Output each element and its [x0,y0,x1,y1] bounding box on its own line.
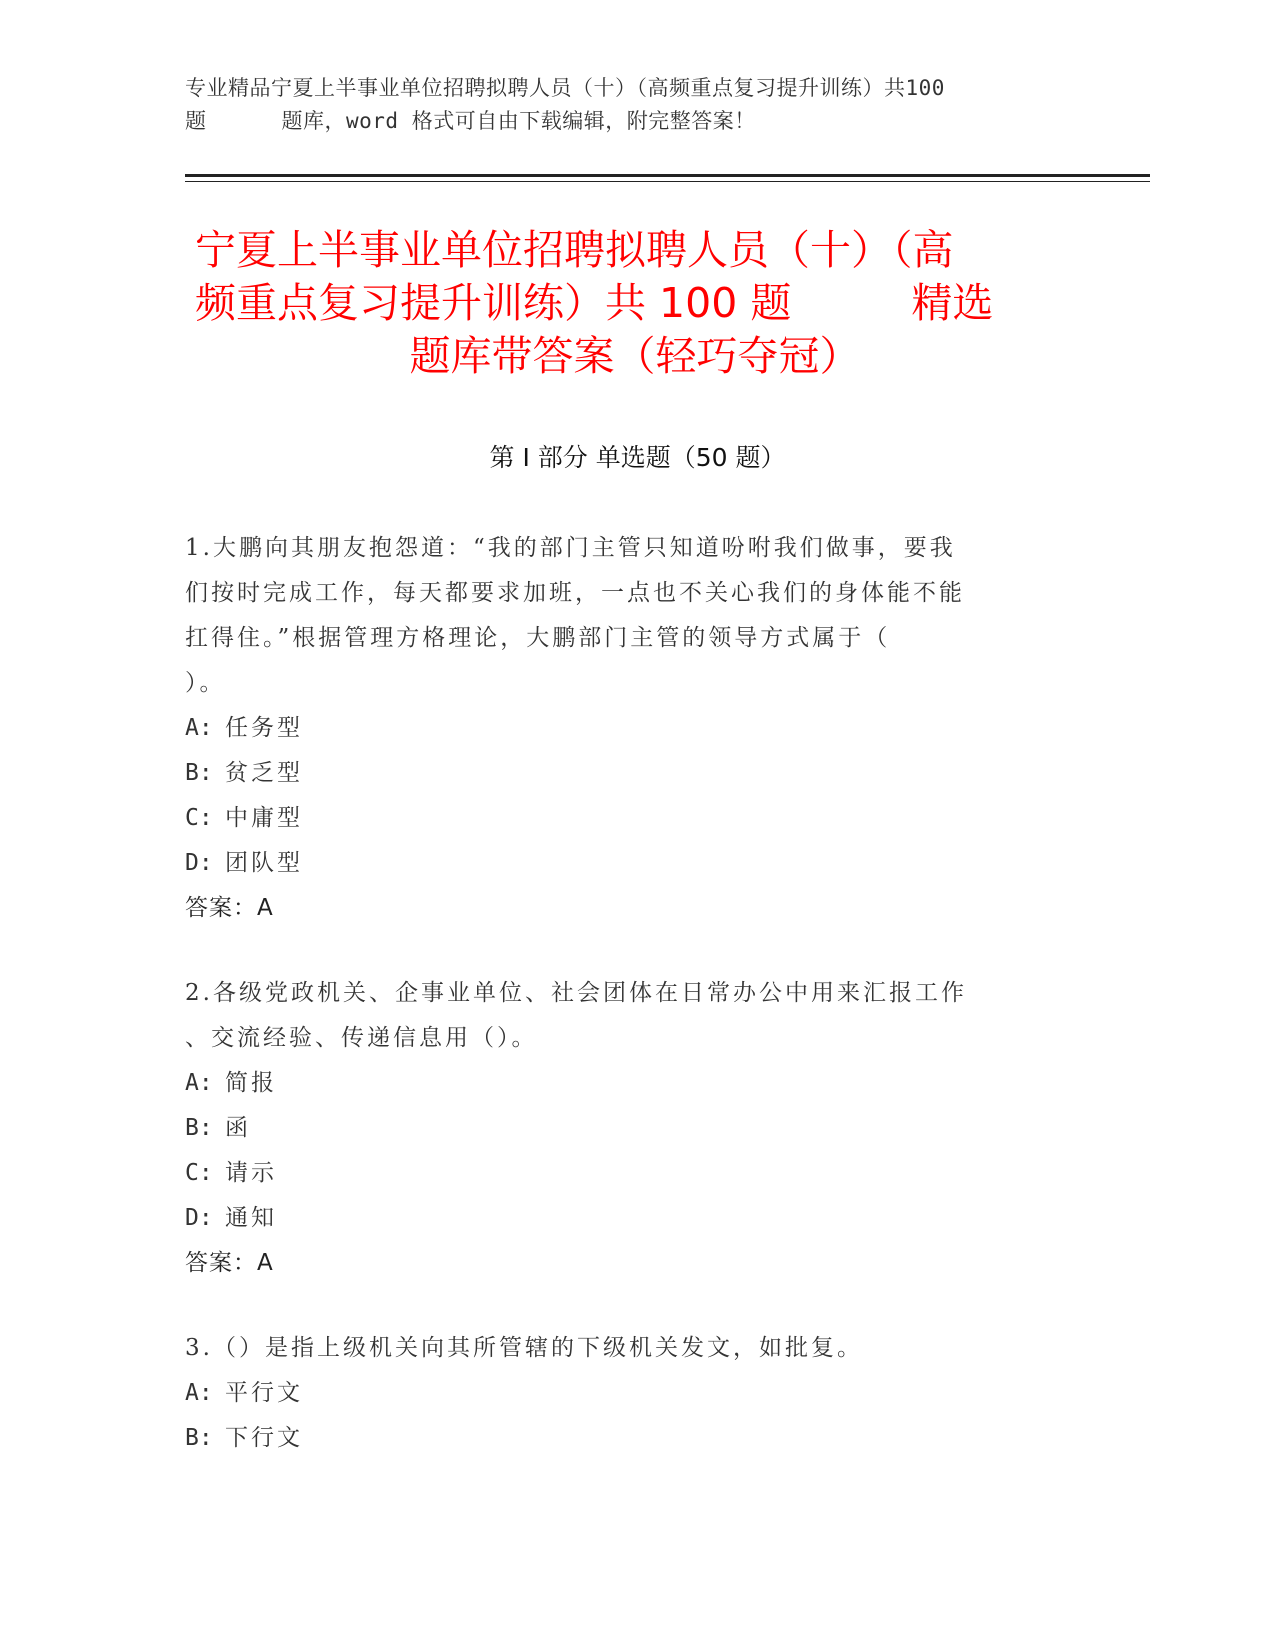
question-line: 扛得住。”根据管理方格理论，大鹏部门主管的领导方式属于（ [185,625,891,651]
section-title: 第 I 部分 单选题（50 题） [489,443,786,472]
header-line-1: 专业精品宁夏上半事业单位招聘拟聘人员（十）（高频重点复习提升训练）共100 [185,76,945,100]
question-line: 1.大鹏向其朋友抱怨道：“我的部门主管只知道吩咐我们做事，要我 [185,535,956,561]
option-text: 请示 [225,1160,277,1186]
option-text: 下行文 [225,1425,303,1451]
option-key: A: [185,715,213,741]
option-text: 简报 [225,1070,277,1096]
answer: 答案：A [185,1250,274,1276]
option-key: B: [185,1425,213,1451]
header-line-2 [185,105,1085,138]
question-2 [185,971,1065,1286]
option-text: 平行文 [225,1380,303,1406]
option-key: C: [185,1160,213,1186]
title-line-2-end: 精选 [911,279,994,327]
option-key: C: [185,805,213,831]
question-text [185,971,1065,1061]
question-line: ）。 [185,670,226,696]
option-a [185,1371,1065,1416]
option-text: 通知 [225,1205,277,1231]
option-key: B: [185,760,213,786]
question-text [185,526,1065,706]
question-list [185,526,1065,1461]
header-rule-thick [185,174,1150,177]
question-line: 2.各级党政机关、企事业单位、社会团体在日常办公中用来汇报工作 [185,980,967,1006]
option-text: 团队型 [225,850,303,876]
answer: 答案：A [185,895,274,921]
option-b [185,1416,1065,1461]
question-line: 们按时完成工作，每天都要求加班，一点也不关心我们的身体能不能 [185,580,965,606]
question-line: 、交流经验、传递信息用（）。 [185,1025,538,1051]
option-text: 函 [225,1115,251,1141]
document-title [195,224,1075,383]
option-key: D: [185,1205,213,1231]
question-3 [185,1326,1065,1461]
option-a [185,706,1065,751]
option-b [185,751,1065,796]
header-line-2-start: 题 [185,109,207,133]
option-b [185,1106,1065,1151]
question-1 [185,526,1065,931]
option-key: A: [185,1380,213,1406]
title-line-2 [195,277,1075,330]
option-text: 贫乏型 [225,760,303,786]
option-text: 任务型 [225,715,303,741]
title-line-1: 宁夏上半事业单位招聘拟聘人员（十）（高 [195,226,954,274]
title-line-3: 题库带答案（轻巧夺冠） [409,332,861,380]
header-line-2-end: 题库，word 格式可自由下载编辑，附完整答案！ [281,109,756,133]
option-key: D: [185,850,213,876]
option-key: B: [185,1115,213,1141]
option-d [185,841,1065,886]
header-note [185,72,1085,138]
question-text [185,1326,1065,1371]
option-c [185,1151,1065,1196]
option-d [185,1196,1065,1241]
option-a [185,1061,1065,1106]
header-rule-thin [185,181,1150,182]
option-text: 中庸型 [225,805,303,831]
title-line-2-start: 频重点复习提升训练）共 100 题 [195,279,792,327]
question-line: 3.（）是指上级机关向其所管辖的下级机关发文，如批复。 [185,1335,863,1361]
option-c [185,796,1065,841]
option-key: A: [185,1070,213,1096]
